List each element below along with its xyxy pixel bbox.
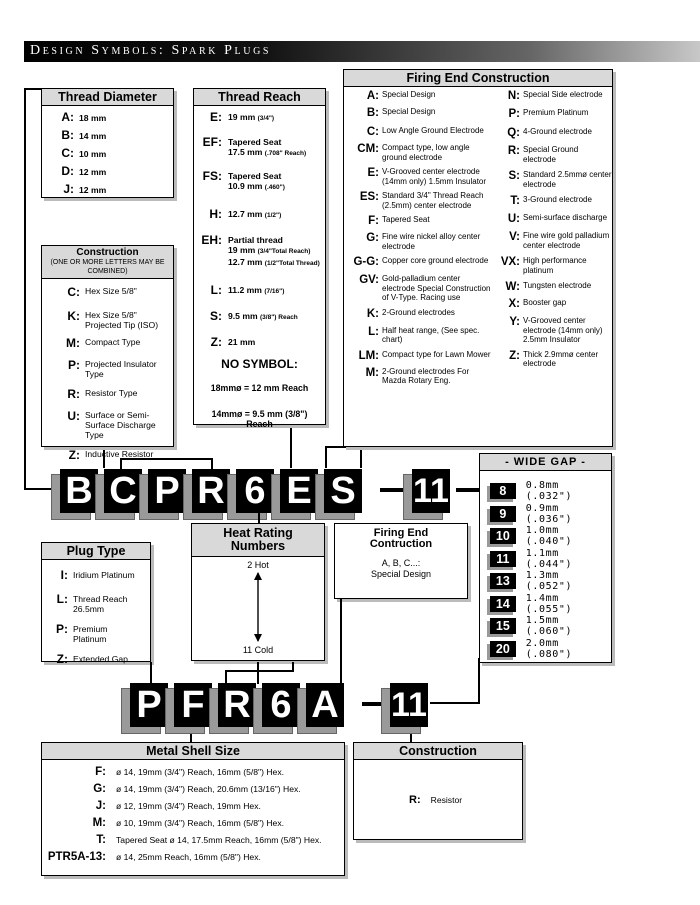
firing-end-2-box	[334, 523, 468, 599]
gap-value: 1.0mm (.040")	[525, 525, 573, 547]
firing-end-title: Firing End Construction	[344, 70, 612, 87]
no-symbol-14-reach: Reach	[246, 419, 273, 429]
item-code: R:	[67, 387, 80, 401]
item-code: A:	[366, 90, 379, 102]
list-item	[492, 281, 612, 293]
item-code: Z:	[56, 652, 68, 666]
item-code: B:	[366, 107, 379, 119]
item-code: P:	[508, 108, 520, 120]
item-code: E:	[210, 110, 222, 124]
item-code: M:	[365, 366, 379, 379]
reach-value: 11.2 mm	[228, 285, 262, 295]
item-desc: V-Grooved center electrode (14mm only) 1.5mm Insulator	[382, 167, 487, 186]
item-desc: 14 mm	[79, 131, 107, 141]
connector	[258, 512, 260, 524]
item-code: G:	[366, 232, 379, 244]
item-desc: Special Ground electrode	[523, 145, 579, 164]
item-code: U:	[67, 409, 80, 423]
reach-note: (.708" Reach)	[264, 150, 307, 157]
item-code: FS:	[202, 169, 222, 183]
list-item	[198, 110, 325, 124]
construction-bottom-box	[353, 742, 523, 840]
connector	[360, 446, 362, 468]
gap-number: 10	[490, 528, 516, 544]
item-code: V:	[509, 231, 520, 243]
item-desc: High performance platinum	[523, 256, 587, 275]
item-desc: 3-Ground electrode	[523, 195, 592, 204]
code-letter-block: B	[60, 469, 98, 513]
item-code: L:	[368, 325, 379, 338]
item-code: D:	[61, 164, 74, 178]
item-desc: Standard 2.5mmø center electrode	[523, 170, 612, 189]
list-item	[344, 232, 492, 251]
code-letter-block: F	[174, 683, 212, 727]
wide-gap-row	[490, 570, 611, 592]
connector	[24, 488, 52, 490]
item-code: J:	[95, 800, 106, 812]
item-code: A:	[61, 110, 74, 124]
item-desc: Tapered Seat	[382, 215, 430, 224]
list-item	[198, 169, 325, 193]
item-code: S:	[508, 170, 520, 182]
code1-suffix-block: 11	[412, 469, 450, 513]
thread-reach-box	[193, 88, 326, 429]
item-code: C:	[366, 126, 379, 138]
gap-number: 20	[490, 641, 516, 657]
code2-suffix-block: 11	[390, 683, 428, 727]
list-item	[344, 367, 492, 386]
item-code: Z:	[509, 349, 520, 362]
reach-value: Tapered Seat	[228, 137, 282, 147]
banner-text: Design Symbols: Spark Plugs	[30, 43, 272, 58]
list-item	[492, 256, 612, 275]
code-letter-block: 6	[262, 683, 300, 727]
plug-type-title: Plug Type	[42, 543, 150, 560]
item-desc: Compact Type	[85, 337, 141, 347]
list-item	[344, 274, 492, 303]
list-item	[344, 350, 492, 362]
list-item	[198, 283, 325, 297]
no-symbol-label: NO SYMBOL:	[221, 357, 298, 371]
item-desc: Premium Platinum	[73, 624, 108, 644]
list-item	[492, 298, 612, 310]
item-desc: Projected Insulator Type	[85, 359, 157, 379]
thread-diameter-box	[41, 88, 174, 198]
heat-hot-label: 2 Hot	[247, 560, 269, 570]
item-desc: Copper core ground electrode	[382, 256, 489, 265]
item-desc: Tapered Seat ø 14, 17.5mm Reach, 16mm (5/8") Hex.	[116, 835, 322, 845]
wide-gap-row	[490, 503, 611, 525]
construction-bottom-desc: Resistor	[430, 795, 463, 805]
firing-end-construction-box	[343, 69, 613, 447]
item-desc: Low Angle Ground Electrode	[382, 126, 484, 135]
list-item	[198, 309, 325, 323]
item-desc: 4-Ground electrode	[523, 127, 592, 136]
reach-note: (1/2"Total Thread)	[264, 260, 320, 267]
item-desc: Resistor Type	[85, 388, 138, 398]
list-item	[344, 326, 492, 345]
item-code: C:	[61, 146, 74, 160]
list-item	[52, 182, 173, 196]
item-code: S:	[210, 309, 222, 323]
list-item	[46, 568, 150, 582]
list-item	[344, 143, 492, 162]
item-code: T:	[96, 834, 106, 846]
item-code: P:	[68, 358, 80, 372]
item-code: H:	[209, 207, 222, 221]
list-item	[50, 336, 173, 350]
item-code: CM:	[357, 143, 379, 155]
item-desc: Hex Size 5/8" Projected Tip (ISO)	[85, 310, 159, 330]
item-desc: 2-Ground electrodes For Mazda Rotary Eng.	[382, 366, 470, 385]
gap-value: 1.4mm (.055")	[525, 592, 573, 615]
item-desc: Thread Reach 26.5mm	[73, 594, 128, 614]
item-code: ES:	[359, 191, 379, 203]
list-item	[52, 146, 173, 160]
gap-value: 1.3mm (.052")	[525, 570, 573, 592]
list-item	[198, 233, 325, 269]
heat-rating-box	[191, 523, 325, 661]
gap-value: 1.5mm (.060")	[525, 615, 573, 637]
gap-number: 15	[490, 618, 516, 634]
item-desc: ø 14, 19mm (3/4") Reach, 16mm (5/8") Hex.	[116, 767, 285, 777]
item-code: K:	[67, 309, 80, 323]
connector	[225, 670, 227, 684]
code-letter-block: P	[130, 683, 168, 727]
item-code: X:	[508, 298, 520, 310]
item-desc: Compact type, low angle ground electrode	[382, 143, 470, 162]
list-item	[42, 800, 344, 812]
list-item	[42, 851, 344, 863]
list-item	[46, 622, 150, 644]
heat-cold-label: 11 Cold	[242, 645, 274, 655]
code2-dash	[362, 702, 382, 706]
item-desc: Fine wire gold palladium center electrode	[523, 231, 610, 250]
list-item	[344, 107, 492, 119]
item-code: M:	[66, 336, 80, 350]
item-desc: Standard 3/4" Thread Reach (2.5mm) center electrode	[382, 191, 484, 210]
reach-value: 19 mm	[228, 112, 256, 122]
reach-value: 21 mm	[228, 337, 256, 347]
code-letter-block: S	[324, 469, 362, 513]
item-code: J:	[63, 182, 74, 196]
list-item	[198, 207, 325, 221]
item-code: I:	[60, 568, 68, 582]
construction-title: Construction	[76, 247, 139, 258]
construction-box	[41, 245, 174, 462]
item-code: F:	[95, 766, 106, 778]
item-code: K:	[366, 307, 379, 320]
wide-gap-row	[490, 548, 611, 570]
thread-reach-title: Thread Reach	[194, 89, 325, 106]
reach-value: 10.9 mm	[228, 181, 263, 191]
list-item	[492, 213, 612, 225]
item-desc: 18 mm	[79, 113, 107, 123]
list-item	[344, 308, 492, 320]
reach-note: (7/16")	[264, 288, 285, 295]
item-desc: Compact type for Lawn Mower	[382, 349, 491, 359]
item-code: U:	[507, 213, 520, 225]
list-item	[50, 409, 173, 440]
no-symbol-18: 18mmø = 12 mm Reach	[210, 383, 309, 393]
item-desc: 12 mm	[79, 185, 107, 195]
heat-rating-title: Heat Rating Numbers	[192, 524, 324, 557]
list-item	[50, 358, 173, 379]
list-item	[492, 231, 612, 250]
list-item	[46, 652, 150, 666]
item-code: L:	[56, 592, 68, 606]
list-item	[46, 592, 150, 614]
construction-subtitle: (ONE OR MORE LETTERS MAY BE COMBINED)	[50, 259, 165, 275]
connector	[325, 446, 327, 468]
no-symbol-14: 14mmø = 9.5 mm (3/8")	[211, 409, 308, 419]
list-item	[492, 195, 612, 207]
reach-value: 12.7 mm	[228, 257, 263, 267]
heat-scale-arrow	[252, 571, 264, 643]
wide-gap-row	[490, 638, 611, 660]
list-item	[492, 90, 612, 102]
item-desc: Special Design	[382, 107, 436, 116]
item-desc: Premium Platinum	[523, 108, 589, 117]
plug-type-box	[41, 542, 151, 666]
list-item	[198, 335, 325, 349]
reach-note: (.460")	[264, 184, 285, 191]
list-item	[50, 387, 173, 401]
item-desc: Thick 2.9mmø center electrode	[523, 349, 599, 368]
item-code: G-G:	[353, 256, 379, 268]
title-banner	[24, 41, 700, 62]
list-item	[492, 316, 612, 345]
list-item	[42, 834, 344, 846]
gap-number: 11	[490, 551, 516, 567]
item-code: P:	[56, 622, 68, 636]
wide-gap-title: - WIDE GAP -	[480, 454, 611, 471]
gap-value: 0.8mm (.032")	[525, 480, 573, 502]
wide-gap-row	[490, 615, 611, 637]
code-letter-block: A	[306, 683, 344, 727]
list-item	[344, 215, 492, 227]
list-item	[344, 167, 492, 186]
wide-gap-row	[490, 480, 611, 502]
reach-value: 17.5 mm	[228, 147, 263, 157]
item-desc: Booster gap	[523, 298, 567, 307]
gap-number: 9	[490, 506, 516, 522]
firing-end-2-title: Firing End Contruction	[335, 524, 467, 554]
list-item	[42, 783, 344, 795]
gap-number: 13	[490, 573, 516, 589]
list-item	[50, 285, 173, 299]
connector	[150, 662, 152, 684]
code1-wide-gap-link	[456, 488, 480, 492]
code-letter-block: E	[280, 469, 318, 513]
connector	[340, 598, 342, 684]
gap-value: 2.0mm (.080")	[525, 637, 573, 660]
construction-bottom-title: Construction	[354, 743, 522, 760]
list-item	[42, 766, 344, 778]
connector	[257, 662, 259, 684]
list-item	[492, 127, 612, 139]
connector	[478, 658, 480, 704]
list-item	[492, 350, 612, 369]
item-code: EF:	[202, 135, 222, 149]
metal-shell-box	[41, 742, 345, 876]
reach-note: (3/4"Total Reach)	[257, 248, 311, 255]
item-desc: Inductive Resistor	[85, 449, 154, 459]
item-desc: ø 12, 19mm (3/4") Reach, 19mm Hex.	[116, 801, 261, 811]
item-code: C:	[67, 285, 80, 299]
item-desc: Semi-surface discharge	[523, 213, 608, 222]
item-desc: Fine wire nickel alloy center electrode	[382, 232, 481, 251]
item-desc: 12 mm	[79, 167, 107, 177]
item-code: M:	[92, 817, 106, 829]
code-letter-block: R	[192, 469, 230, 513]
list-item	[492, 108, 612, 120]
item-desc: 10 mm	[79, 149, 107, 159]
firing-end-2-desc: A, B, C...: Special Design	[370, 558, 432, 579]
item-desc: Iridium Platinum	[73, 570, 135, 580]
item-code: G:	[93, 783, 106, 795]
gap-number: 8	[490, 483, 516, 499]
reach-note: (3/8") Reach	[260, 314, 298, 321]
list-item	[52, 128, 173, 142]
thread-diameter-title: Thread Diameter	[42, 89, 173, 106]
item-code: EH:	[201, 233, 222, 247]
item-code: Y:	[509, 316, 520, 328]
item-code: B:	[61, 128, 74, 142]
list-item	[344, 256, 492, 268]
item-desc: ø 14, 25mm Reach, 16mm (5/8") Hex.	[116, 852, 261, 862]
metal-shell-title: Metal Shell Size	[42, 743, 344, 760]
item-code: N:	[507, 90, 520, 102]
item-code: F:	[368, 215, 379, 227]
list-item	[492, 145, 612, 164]
item-desc: V-Grooved center electrode (14mm only) 2.5mm Insulator	[523, 316, 603, 344]
reach-value: Partial thread	[228, 235, 283, 245]
item-desc: ø 10, 19mm (3/4") Reach, 16mm (5/8") Hex.	[116, 818, 285, 828]
item-code: T:	[510, 195, 520, 207]
item-code: R:	[507, 145, 520, 157]
code2-wide-gap-link	[430, 702, 480, 704]
reach-note: (3/4")	[257, 115, 275, 122]
item-code: Z:	[68, 448, 80, 462]
list-item	[344, 126, 492, 138]
item-desc: Hex Size 5/8"	[85, 286, 137, 296]
item-desc: Half heat range, (See spec. chart)	[382, 325, 480, 344]
reach-value: 12.7 mm	[228, 209, 263, 219]
item-desc: Special Side electrode	[523, 90, 603, 99]
wide-gap-row	[490, 525, 611, 547]
connector	[24, 88, 26, 490]
reach-value: 19 mm	[228, 245, 256, 255]
item-desc: Surface or Semi-Surface Discharge Type	[85, 410, 156, 440]
wide-gap-row	[490, 593, 611, 615]
list-item	[198, 135, 325, 159]
connector	[24, 88, 42, 90]
reach-value: 9.5 mm	[228, 311, 258, 321]
list-item	[50, 309, 173, 330]
gap-value: 0.9mm (.036")	[525, 502, 573, 525]
code-letter-block: P	[148, 469, 186, 513]
item-desc: Special Design	[382, 90, 436, 99]
item-code: PTR5A-13:	[47, 851, 106, 863]
item-code: Z:	[210, 335, 222, 349]
construction-bottom-code: R:	[409, 794, 421, 806]
reach-note: (1/2")	[264, 212, 282, 219]
code-letter-block: R	[218, 683, 256, 727]
item-desc: Gold-palladium center electrode Special Construction of V-Type. Racing use	[382, 274, 491, 302]
item-code: LM:	[358, 349, 379, 362]
list-item	[52, 164, 173, 178]
item-code: W:	[505, 281, 520, 293]
gap-value: 1.1mm (.044")	[525, 547, 573, 570]
list-item	[344, 90, 492, 102]
code-letter-block: 6	[236, 469, 274, 513]
item-desc: 2-Ground electrodes	[382, 307, 455, 317]
list-item	[50, 448, 173, 462]
reach-value: Tapered Seat	[228, 171, 282, 181]
item-code: L:	[210, 283, 222, 297]
list-item	[492, 170, 612, 189]
wide-gap-box	[479, 453, 612, 663]
list-item	[52, 110, 173, 124]
list-item	[42, 817, 344, 829]
connector	[292, 662, 294, 672]
item-code: E:	[367, 167, 379, 179]
gap-number: 14	[490, 596, 516, 612]
item-desc: Tungsten electrode	[523, 281, 592, 290]
connector	[225, 670, 293, 672]
item-desc: ø 14, 19mm (3/4") Reach, 20.6mm (13/16") Hex.	[116, 784, 301, 794]
list-item	[344, 191, 492, 210]
item-code: Q:	[507, 127, 520, 139]
item-desc: Extended Gap	[73, 654, 128, 664]
item-code: GV:	[359, 274, 379, 286]
item-code: VX:	[500, 256, 520, 268]
code1-dash	[380, 488, 404, 492]
code-letter-block: C	[104, 469, 142, 513]
